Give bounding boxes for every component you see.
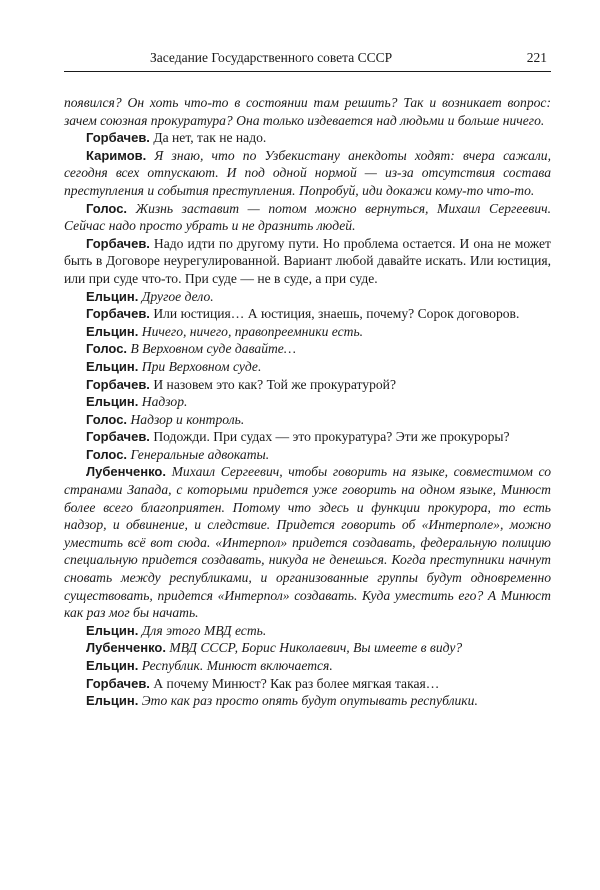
paragraph <box>64 675 551 693</box>
transcript-body <box>64 94 551 710</box>
paragraph-text: Это как раз просто опять будут опутывать республики. <box>141 693 478 709</box>
paragraph-text: При Верховном суде. <box>141 358 262 374</box>
paragraph <box>64 200 551 235</box>
paragraph <box>64 463 551 621</box>
paragraph <box>64 692 551 710</box>
speaker-name: Ельцин. <box>86 693 139 709</box>
paragraph <box>64 358 551 376</box>
paragraph-text: Надзор и контроль. <box>130 411 245 427</box>
paragraph-text: Ничего, ничего, правопреемники есть. <box>141 323 364 339</box>
paragraph-text: Или юстиция… А юстиция, знаешь, почему? Сорок договоров. <box>153 306 520 322</box>
paragraph-text: появился? Он хоть что-то в состоянии там решить? Так и возникает вопрос: зачем союзная прокуратура? Она только издевается над людьми и больше ничего. <box>64 95 551 128</box>
speaker-name: Лубенченко. <box>86 464 166 480</box>
speaker-name: Голос. <box>86 341 128 357</box>
speaker-name: Ельцин. <box>86 323 139 339</box>
paragraph-text: Да нет, так не надо. <box>153 130 267 146</box>
paragraph-text: Генеральные адвокаты. <box>130 446 270 462</box>
paragraph <box>64 323 551 341</box>
paragraph <box>64 657 551 675</box>
paragraph <box>64 393 551 411</box>
paragraph-text: Республик. Минюст включается. <box>141 658 333 673</box>
speaker-name: Голос. <box>86 411 128 427</box>
paragraph <box>64 639 551 657</box>
speaker-name: Каримов. <box>86 147 147 163</box>
speaker-name: Ельцин. <box>86 622 139 638</box>
page-number: 221 <box>526 50 547 65</box>
paragraph <box>64 129 551 147</box>
speaker-name: Ельцин. <box>86 288 139 304</box>
speaker-name: Горбачев. <box>86 376 150 392</box>
speaker-name: Горбачев. <box>86 429 150 445</box>
speaker-name: Лубенченко. <box>86 640 166 656</box>
paragraph <box>64 288 551 306</box>
running-title: Заседание Государственного совета СССР <box>150 50 393 65</box>
paragraph <box>64 446 551 464</box>
paragraph <box>64 235 551 288</box>
paragraph-text: Я знаю, что по Узбекистану анекдоты ходят: вчера сажали, сегодня всех отпускают. И под одной нормой — из-за отсутствия состава преступления и события преступления. Попробуй, иди докажи кому-то что-то. <box>64 147 551 198</box>
paragraph <box>64 622 551 640</box>
speaker-name: Голос. <box>86 200 128 216</box>
paragraph-text: Для этого МВД есть. <box>141 622 267 638</box>
speaker-name: Ельцин. <box>86 394 139 410</box>
paragraph <box>64 147 551 200</box>
paragraph-text: Надзор. <box>141 394 188 410</box>
paragraph-text: И назовем это как? Той же прокуратурой? <box>153 376 396 392</box>
paragraph <box>64 305 551 323</box>
paragraph-text: Жизнь заставит — потом можно вернуться, Михаил Сергеевич. Сейчас надо просто убрать и не дразнить людей. <box>64 200 551 234</box>
paragraph <box>64 340 551 358</box>
speaker-name: Горбачев. <box>86 675 150 691</box>
paragraph-text: Подожди. При судах — это прокуратура? Эти же прокуроры? <box>153 429 510 445</box>
paragraph <box>64 94 551 129</box>
speaker-name: Голос. <box>86 446 128 462</box>
speaker-name: Горбачев. <box>86 235 150 251</box>
paragraph-text: А почему Минюст? Как раз более мягкая такая… <box>153 675 440 691</box>
paragraph-text: МВД СССР, Борис Николаевич, Вы имеете в виду? <box>169 640 463 656</box>
speaker-name: Ельцин. <box>86 658 139 673</box>
paragraph <box>64 428 551 446</box>
speaker-name: Горбачев. <box>86 306 150 322</box>
paragraph-text: Надо идти по другому пути. Но проблема остается. И она не может быть в Договоре неурегулированной. Вариант любой давайте искать. Или юстиция, или при суде что-то. При суде — не в суде, а при суде. <box>64 235 551 286</box>
speaker-name: Ельцин. <box>86 358 139 374</box>
speaker-name: Горбачев. <box>86 130 150 146</box>
paragraph <box>64 376 551 394</box>
paragraph-text: Другое дело. <box>141 288 214 304</box>
paragraph-text: Михаил Сергеевич, чтобы говорить на языке, совместимом со странами Запада, с которыми придется уже говорить на одном языке, Минюст более всего благоприятен. Потому что здесь и функции прокурора, то есть надзор, и обвинение, и следствие. Придется говорить об «Интерполе», можно уместить всё вот сюда. «Интерпол» придется создавать, федеральную полицию специальную придется создавать, никуда не денешься. Когда преступники начнут сновать между республиками, и организованные группы будут одновременно существовать, придется «Интерпол» создавать. Куда уместить его? А Минюст как раз мог бы начать. <box>64 464 551 621</box>
header-rule <box>64 71 551 72</box>
paragraph <box>64 411 551 429</box>
paragraph-text: В Верховном суде давайте… <box>130 341 296 357</box>
